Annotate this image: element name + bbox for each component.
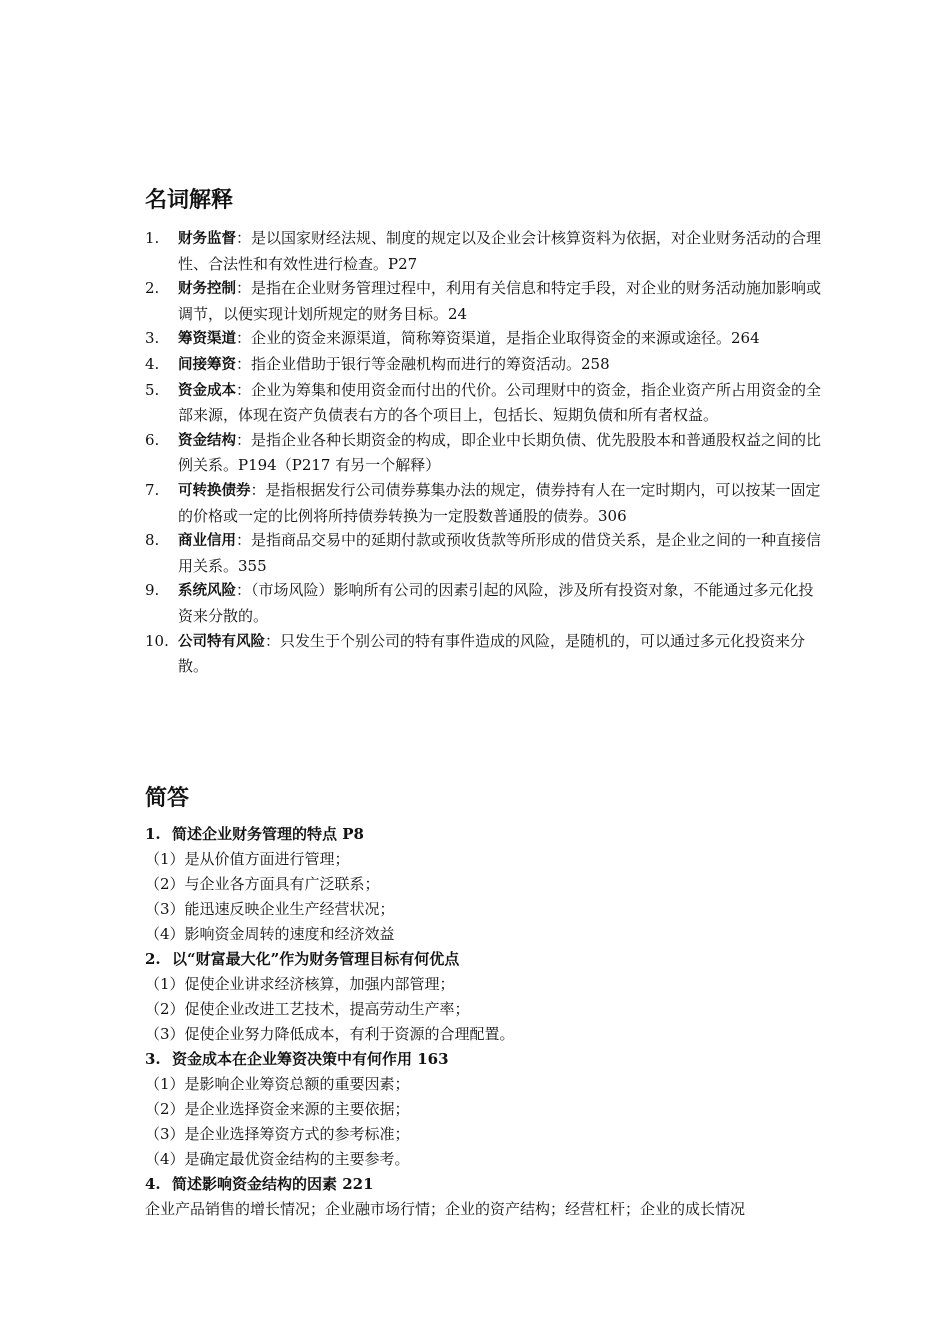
term-item bbox=[145, 528, 825, 578]
term-name: 资金成本 bbox=[178, 382, 236, 399]
answer-line: （2）与企业各方面具有广泛联系； bbox=[145, 875, 380, 893]
term-item bbox=[145, 326, 825, 352]
question-title bbox=[145, 822, 825, 847]
term-definition: ：是指根据发行公司债券募集办法的规定，债券持有人在一定时期内，可以按某一固定的价格或一定的比例将所持债券转换为一定股数普通股的债券。306 bbox=[178, 480, 821, 525]
term-number: 2. bbox=[145, 279, 160, 298]
answer-line: （3）是企业选择筹资方式的参考标准； bbox=[145, 1125, 410, 1143]
term-definition: ：指企业借助于银行等金融机构而进行的筹资活动。258 bbox=[236, 354, 610, 373]
term-number: 5. bbox=[145, 380, 160, 399]
answer-line: （2）是企业选择资金来源的主要依据； bbox=[145, 1100, 410, 1118]
question-text: 资金成本在企业筹资决策中有何作用 163 bbox=[172, 1050, 449, 1068]
term-number: 9. bbox=[145, 581, 160, 600]
term-definition: ：是指在企业财务管理过程中，利用有关信息和特定手段，对企业的财务活动施加影响或调节，以便实现计划所规定的财务目标。24 bbox=[178, 279, 822, 323]
term-name: 间接筹资 bbox=[178, 356, 236, 373]
term-item bbox=[145, 226, 825, 276]
term-item bbox=[145, 276, 825, 326]
question-title bbox=[145, 1047, 825, 1072]
term-definition: ：（市场风险）影响所有公司的因素引起的风险，涉及所有投资对象，不能通过多元化投资来分散的。 bbox=[178, 581, 814, 625]
term-definition: ：是指商品交易中的延期付款或预收货款等所形成的借贷关系，是企业之间的一种直接信用关系。355 bbox=[178, 531, 822, 575]
term-number: 10. bbox=[145, 631, 169, 650]
term-name: 可转换债券 bbox=[178, 482, 251, 499]
term-item bbox=[145, 629, 825, 679]
term-definition: ：企业为筹集和使用资金而付出的代价。公司理财中的资金，指企业资产所占用资金的全部来源，体现在资产负债表右方的各个项目上，包括长、短期负债和所有者权益。 bbox=[178, 380, 822, 425]
question-text: 以“财富最大化”作为财务管理目标有何优点 bbox=[172, 950, 460, 968]
answer-line: （3）促使企业努力降低成本，有利于资源的合理配置。 bbox=[145, 1025, 515, 1043]
term-name: 商业信用 bbox=[178, 533, 236, 550]
question-title bbox=[145, 947, 825, 972]
term-item bbox=[145, 478, 825, 528]
term-item bbox=[145, 428, 825, 478]
term-number: 8. bbox=[145, 531, 160, 550]
term-name: 系统风险 bbox=[178, 583, 236, 600]
question-number: 1. bbox=[145, 825, 161, 843]
answer-line: （1）是影响企业筹资总额的重要因素； bbox=[145, 1075, 410, 1093]
term-definition: ：是以国家财经法规、制度的规定以及企业会计核算资料为依据，对企业财务活动的合理性、合法性和有效性进行检查。P27 bbox=[178, 229, 822, 273]
term-number: 1. bbox=[145, 229, 160, 247]
answer-line: （2）促使企业改进工艺技术，提高劳动生产率； bbox=[145, 1000, 470, 1018]
term-number: 6. bbox=[145, 430, 160, 449]
question-text: 简述企业财务管理的特点 P8 bbox=[172, 825, 364, 843]
section-heading-short-answer: 简答 bbox=[145, 786, 190, 811]
term-name: 财务监督 bbox=[178, 231, 236, 247]
question-number: 4. bbox=[145, 1175, 161, 1193]
section-heading-terms: 名词解释 bbox=[145, 188, 234, 213]
term-number: 3. bbox=[145, 329, 160, 348]
term-item bbox=[145, 378, 825, 428]
term-number: 4. bbox=[145, 354, 160, 373]
term-name: 财务控制 bbox=[178, 281, 236, 298]
terms-list bbox=[145, 226, 825, 679]
term-name: 资金结构 bbox=[178, 432, 236, 449]
term-item bbox=[145, 578, 825, 628]
term-name: 筹资渠道 bbox=[178, 331, 236, 348]
answer-line: （4）影响资金周转的速度和经济效益 bbox=[145, 925, 395, 943]
term-definition: ：是指企业各种长期资金的构成，即企业中长期负债、优先股股本和普通股权益之间的比例关系。P194（P217 有另一个解释） bbox=[178, 430, 822, 475]
answer-line: 企业产品销售的增长情况；企业融市场行情；企业的资产结构；经营杠杆；企业的成长情况 bbox=[145, 1200, 746, 1218]
term-item bbox=[145, 352, 825, 378]
term-number: 7. bbox=[145, 480, 160, 499]
answer-line: （1）是从价值方面进行管理； bbox=[145, 850, 350, 868]
short-answer-list bbox=[145, 822, 825, 1222]
answer-line: （1）促使企业讲求经济核算，加强内部管理； bbox=[145, 975, 455, 993]
answer-line: （4）是确定最优资金结构的主要参考。 bbox=[145, 1150, 410, 1168]
question-title bbox=[145, 1172, 825, 1197]
term-definition: ：企业的资金来源渠道，简称筹资渠道，是指企业取得资金的来源或途径。264 bbox=[236, 329, 760, 348]
term-definition: ：只发生于个别公司的特有事件造成的风险，是随机的，可以通过多元化投资来分散。 bbox=[178, 631, 806, 676]
question-number: 3. bbox=[145, 1050, 161, 1068]
question-text: 简述影响资金结构的因素 221 bbox=[172, 1175, 374, 1193]
term-name: 公司特有风险 bbox=[178, 633, 265, 650]
question-number: 2. bbox=[145, 950, 161, 968]
answer-line: （3）能迅速反映企业生产经营状况； bbox=[145, 900, 395, 918]
